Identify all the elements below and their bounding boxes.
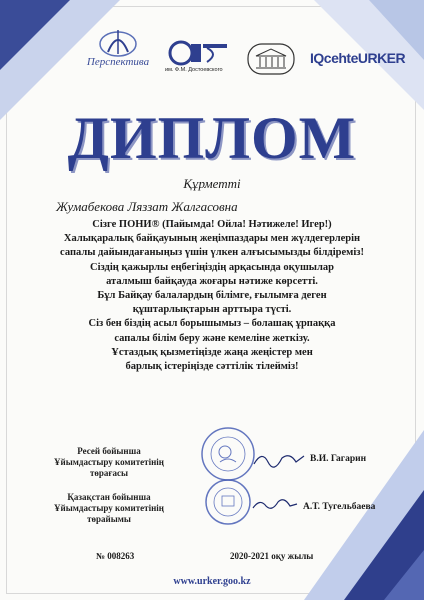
university-logo xyxy=(167,40,237,80)
university-caption: им. Ф.М. Достоевского xyxy=(165,67,223,73)
urker-logo xyxy=(310,44,406,74)
greeting: Құрметті xyxy=(183,176,241,191)
perspektiva-emblem-icon xyxy=(76,24,160,58)
body-line: сапалы дайындағаныңыз үшін үлкен алғысымызды білдіреміз! xyxy=(60,247,364,259)
label-line: төрағасы xyxy=(89,468,129,478)
body-line: барлық істеріңізде сәттілік тілейміз! xyxy=(125,361,299,373)
label-line: Қазақстан бойынша xyxy=(67,492,151,502)
body-line: Сіз бен біздің асыл борышымыз – болашақ ұрпаққа xyxy=(88,318,336,330)
body-line: Сізге ПОНИ® (Пайымда! Ойла! Нәтижеле! Игер!) xyxy=(92,219,332,230)
kazakhstan-chair-label xyxy=(44,492,174,525)
body-line: Сіздің қажырлы еңбегіңіздің арқасында оқушылар xyxy=(90,261,334,273)
body-line: Ұстаздық қызметіңізде жаңа жеңістер мен xyxy=(111,346,313,358)
body-line: аталмыш байқауда жоғары нәтиже көрсетті. xyxy=(106,275,318,287)
building-emblem-icon xyxy=(246,42,296,76)
gratitude-text xyxy=(40,218,384,374)
body-line: құштарлықтарын арттыра түсті. xyxy=(132,304,292,316)
website-url[interactable]: www.urker.goo.kz xyxy=(173,576,251,587)
urker-logo-text: IQcehteURKER xyxy=(310,50,406,66)
logos-row xyxy=(0,22,424,82)
institute-logo xyxy=(246,42,296,76)
label-line: Ұйымдастыру комитетінің xyxy=(54,503,164,513)
certificate-number: № 008263 xyxy=(96,551,135,561)
russia-chair-name: В.И. Гагарин xyxy=(310,454,367,464)
diploma-title: ДИПЛОМ xyxy=(67,105,357,171)
omsu-emblem-icon xyxy=(167,40,229,66)
perspektiva-logo-text: Перспектива xyxy=(86,56,150,68)
academic-year: 2020-2021 оқу жылы xyxy=(230,551,314,561)
body-line: Халықаралық байқауының жеңімпаздары мен жүлдегерлерін xyxy=(63,233,361,245)
recipient-name: Жумабекова Ляззат Жалгасовна xyxy=(56,199,238,214)
perspektiva-logo xyxy=(76,24,160,74)
label-line: Ресей бойынша xyxy=(77,446,141,456)
label-line: Ұйымдастыру комитетінің xyxy=(54,457,164,467)
body-line: Бұл Байқау балалардың білімге, ғылымға деген xyxy=(97,290,327,302)
body-line: сапалы білім беру және кемеліне жеткізу. xyxy=(114,332,310,344)
kazakhstan-chair-name: А.Т. Тугельбаева xyxy=(303,502,376,512)
russia-chair-label xyxy=(44,446,174,479)
label-line: төрайымы xyxy=(87,514,131,524)
organization-stamp xyxy=(196,426,260,526)
